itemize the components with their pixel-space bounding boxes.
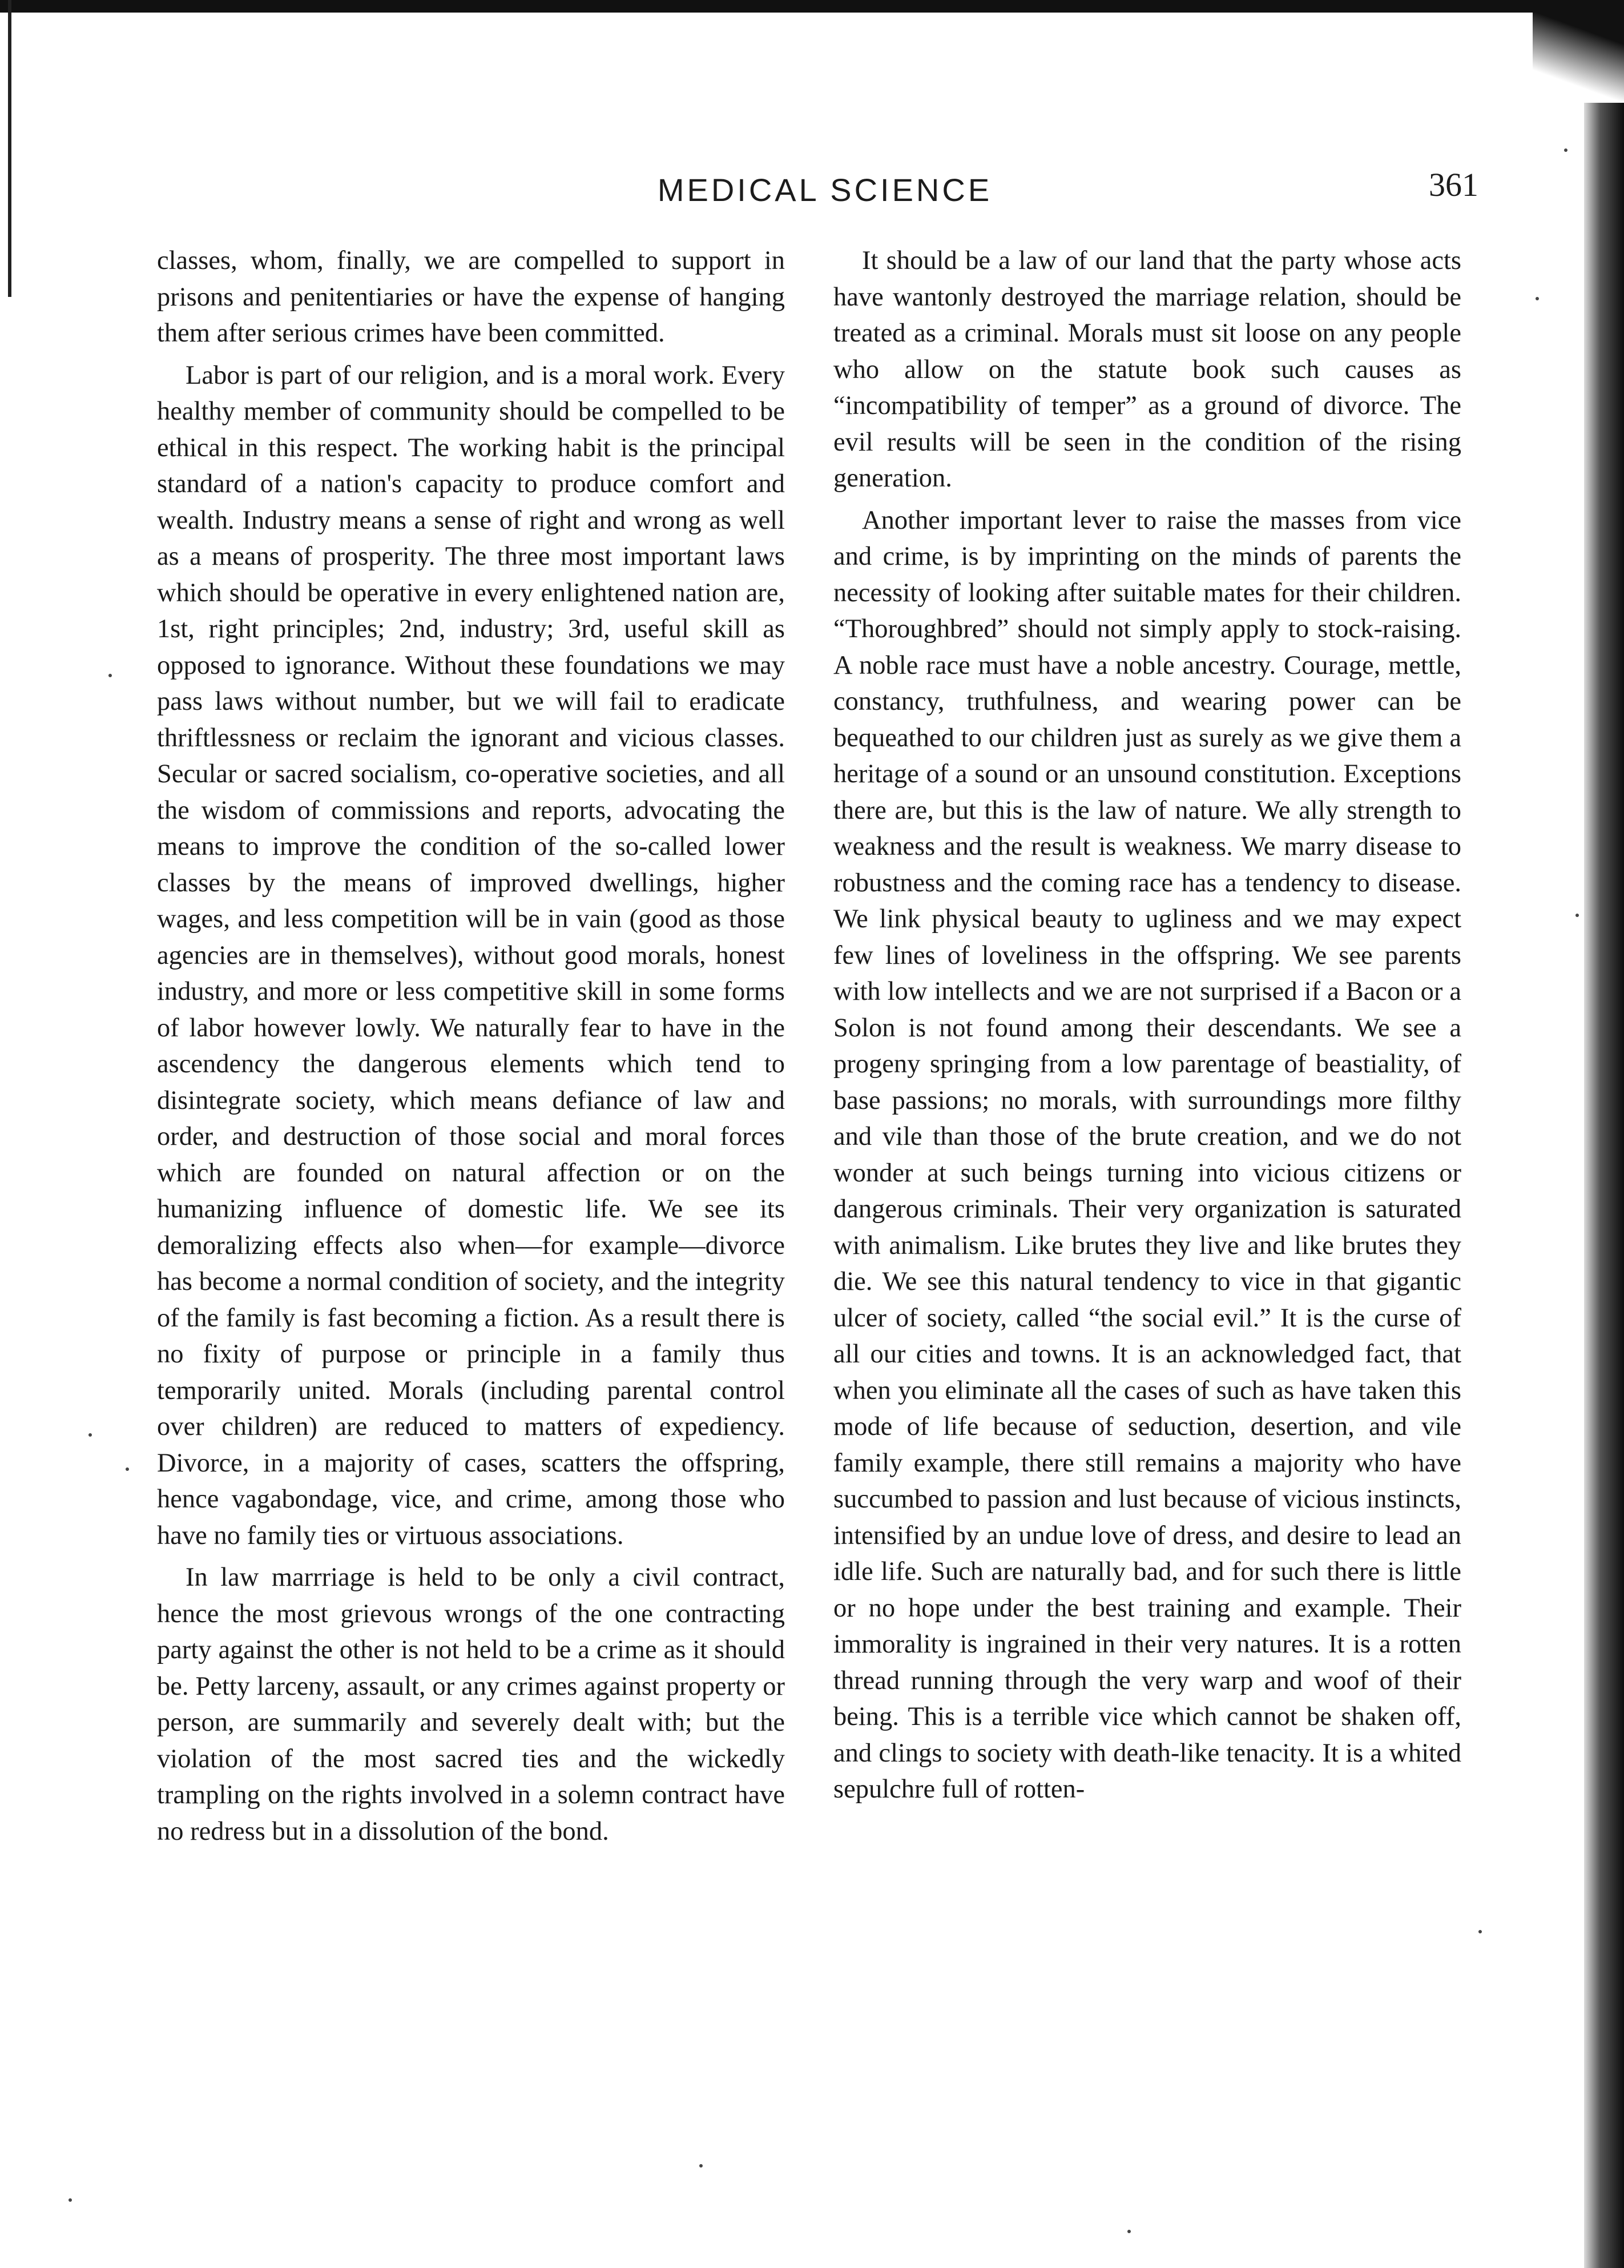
text-column-left bbox=[157, 243, 785, 1855]
text-column-right bbox=[833, 243, 1461, 1813]
scan-speckle bbox=[68, 2198, 72, 2202]
scan-speckle bbox=[1127, 2230, 1131, 2233]
page-header bbox=[171, 166, 1478, 217]
paragraph: It should be a law of our land that the party whose acts have wantonly destroyed the marriage relation, should be treated as a criminal. Morals must sit loose on any people who allow on the statute book such causes as “incompatibility of temper” as a ground of divorce. The evil results will be seen in the condition of the rising generation. bbox=[833, 246, 1461, 493]
paragraph: In law marrriage is held to be only a civil contract, hence the most grievous wrongs of the one contracting party against the other is not held to be a crime as it should be. Petty larceny, assault, or any crimes against property or person, are summarily and severely dealt with; but the violation of the most sacred ties and the wickedly trampling on the rights involved in a solemn contract have no redress but in a dissolution of the bond. bbox=[157, 1563, 785, 1846]
scan-speckle bbox=[1575, 914, 1579, 917]
paragraph: Labor is part of our religion, and is a moral work. Every healthy member of community should be compelled to be ethical in this respect. The working habit is the principal standard of a nation's capacity to produce comfort and wealth. Industry means a sense of right and wrong as well as a means of prosperity. The three most important laws which should be operative in every enlightened nation are, 1st, right principles; 2nd, industry; 3rd, useful skill as opposed to ignorance. Without these foundations we may pass laws without number, but we will fail to eradicate thriftlessness or reclaim the ignorant and vicious classes. Secular or sacred socialism, co-operative societies, and all the wisdom of commissions and reports, advocating the means to improve the condition of the so-called lower classes by the means of improved dwellings, higher wages, and less competition will be in vain (good as those agencies are in themselves), without good morals, honest industry, and more or less competitive skill in some forms of labor however lowly. We naturally fear to have in the ascendency the dangerous elements which tend to disintegrate society, which means defiance of law and order, and destruction of those social and moral forces which are founded on natural affection or on the humanizing influence of domestic life. We see its demoralizing effects also when—for example—divorce has become a normal condition of society, and the integrity of the family is fast becoming a fiction. As a result there is no fixity of purpose or principle in a family thus temporarily united. Morals (including parental control over children) are reduced to matters of expediency. Divorce, in a majority of cases, scatters the offspring, hence vagabondage, vice, and crime, among those who have no family ties or virtuous associations. bbox=[157, 360, 785, 1550]
paragraph: classes, whom, finally, we are compelled to support in prisons and penitentiaries or have the expense of hanging them after serious crimes have been committed. bbox=[157, 246, 785, 348]
paragraph: Another important lever to raise the masses from vice and crime, is by imprinting on the minds of parents the necessity of looking after suitable mates for their children. “Thoroughbred” should not simply apply to stock-raising. A noble race must have a noble ancestry. Courage, mettle, constancy, truthfulness, and wearing power can be bequeathed to our children just as surely as we give them a heritage of a sound or an unsound constitution. Exceptions there are, but this is the law of nature. We ally strength to weakness and the result is weakness. We marry disease to robustness and the coming race has a tendency to disease. We link physical beauty to ugliness and we may expect few lines of loveliness in the offspring. We see parents with low intellects and we are not surprised if a Bacon or a Solon is not found among their descendants. We see a progeny springing from a low parentage of beastiality, of base passions; no morals, with surroundings more filthy and vile than those of the brute creation, and we do not wonder at such beings turning into vicious citizens or dangerous criminals. Their very organization is saturated with animalism. Like brutes they live and like brutes they die. We see this natural tendency to vice in that gigantic ulcer of society, called “the social evil.” It is the curse of all our cities and towns. It is an acknowledged fact, that when you eliminate all the cases of such as have taken this mode of life because of seduction, desertion, and vile family example, there still remains a majority who have succumbed to passion and lust because of vicious instincts, intensified by an undue love of dress, and desire to lead an idle life. Such are naturally bad, and for such there is little or no hope under the best training and example. Their immorality is ingrained in their very natures. It is a rotten thread running through the very warp and woof of their being. This is a terrible vice which cannot be shaken off, and clings to society with death-like tenacity. It is a whited sepulchre full of rotten- bbox=[833, 505, 1461, 1804]
scan-speckle bbox=[108, 674, 112, 677]
scan-speckle bbox=[1536, 297, 1539, 300]
scan-speckle bbox=[1564, 148, 1567, 152]
page-number: 361 bbox=[1429, 166, 1478, 203]
scan-border-top bbox=[0, 0, 1624, 13]
scan-speckle bbox=[88, 1433, 92, 1437]
scan-border-left bbox=[8, 0, 11, 297]
running-head: MEDICAL SCIENCE bbox=[657, 172, 993, 208]
scan-speckle bbox=[126, 1467, 129, 1471]
scan-speckle bbox=[1478, 1930, 1482, 1933]
scan-corner-shadow bbox=[1533, 0, 1624, 114]
scan-border-right bbox=[1584, 103, 1624, 2268]
scan-speckle bbox=[699, 2164, 703, 2168]
